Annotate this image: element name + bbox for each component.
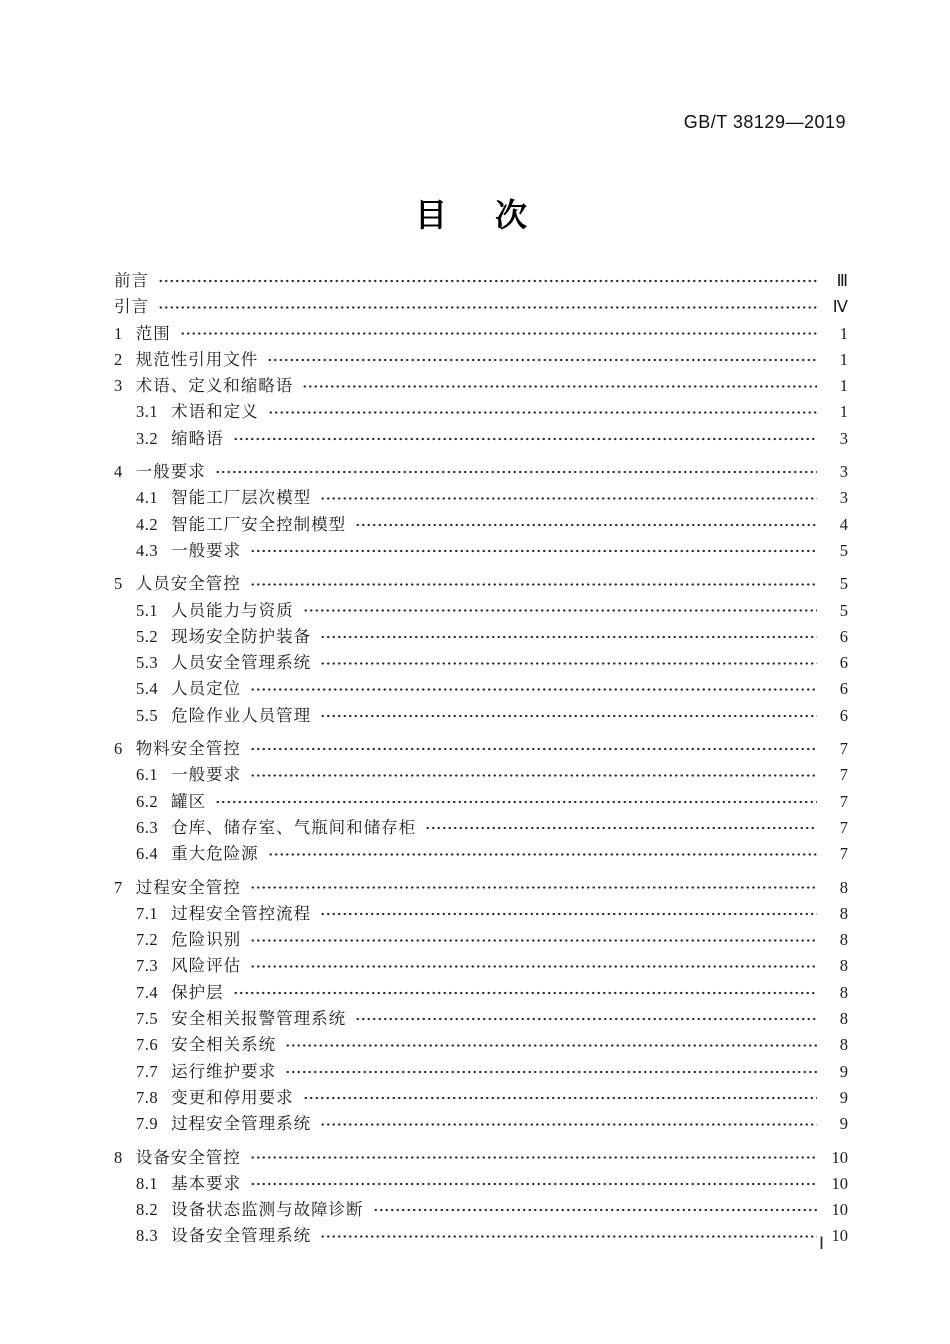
- toc-entry-page: 7: [839, 739, 848, 759]
- toc-entry-label: 智能工厂层次模型: [171, 488, 312, 508]
- toc-entry-page: 7: [839, 817, 848, 837]
- toc-entry-number: 5.5: [136, 705, 159, 725]
- dotted-leader: [215, 794, 817, 811]
- toc-entry-number: 6: [114, 739, 123, 759]
- toc-entry-number: 7.6: [136, 1035, 159, 1055]
- toc-entry: [114, 703, 848, 729]
- toc-entry: [114, 538, 848, 564]
- toc-entry: [114, 1032, 848, 1058]
- toc-entry-number: 1: [114, 323, 123, 343]
- toc-entry-label: 风险评估: [171, 956, 242, 976]
- toc-entry: [114, 459, 848, 485]
- dotted-leader: [268, 846, 817, 863]
- dotted-leader: [250, 543, 817, 560]
- toc-entry: [114, 1059, 848, 1085]
- toc-entry-page: 1: [839, 349, 848, 369]
- toc-entry: [114, 373, 848, 399]
- toc-entry-label: 缩略语: [171, 428, 224, 448]
- toc-entry-page: 10: [831, 1200, 848, 1220]
- toc-entry-number: 5.4: [136, 679, 159, 699]
- dotted-leader: [250, 1176, 817, 1193]
- toc-entry-label: 过程安全管控: [135, 877, 241, 897]
- toc-entry-label: 术语、定义和缩略语: [135, 376, 294, 396]
- toc-entry: [114, 571, 848, 597]
- toc-entry-label: 术语和定义: [171, 402, 259, 422]
- toc-entry-label: 规范性引用文件: [135, 349, 259, 369]
- toc-entry-number: 4.2: [136, 514, 159, 534]
- toc-entry: [114, 1145, 848, 1171]
- toc-entry: [114, 1085, 848, 1111]
- dotted-leader: [158, 299, 817, 316]
- toc-entry-number: 8: [114, 1147, 123, 1167]
- dotted-leader: [250, 767, 817, 784]
- toc-entry: [114, 875, 848, 901]
- toc-entry-number: 7.9: [136, 1114, 159, 1134]
- toc-entry-number: 7.1: [136, 903, 159, 923]
- dotted-leader: [303, 1090, 817, 1107]
- dotted-leader: [250, 741, 817, 758]
- dotted-leader: [250, 958, 817, 975]
- table-of-contents: [114, 268, 848, 1250]
- toc-entry-page: 8: [839, 1009, 848, 1029]
- toc-entry-label: 设备安全管控: [135, 1147, 241, 1167]
- toc-entry-page: 8: [839, 982, 848, 1002]
- toc-entry-page: 7: [839, 844, 848, 864]
- toc-entry-label: 一般要求: [171, 540, 242, 560]
- toc-entry-label: 一般要求: [135, 462, 206, 482]
- toc-entry-number: 6.1: [136, 765, 159, 785]
- toc-entry: [114, 1171, 848, 1197]
- dotted-leader: [320, 1228, 817, 1245]
- toc-entry-label: 人员安全管理系统: [171, 653, 312, 673]
- toc-entry-number: 5.1: [136, 600, 159, 620]
- dotted-leader: [302, 378, 817, 395]
- toc-entry-page: 8: [839, 956, 848, 976]
- toc-entry-label: 安全相关报警管理系统: [171, 1009, 347, 1029]
- toc-entry: [114, 789, 848, 815]
- toc-entry-page: 3: [839, 488, 848, 508]
- toc-entry-page: 10: [831, 1147, 848, 1167]
- toc-entry-page: 8: [839, 903, 848, 923]
- dotted-leader: [425, 820, 817, 837]
- toc-entry-page: 6: [839, 653, 848, 673]
- dotted-leader: [373, 1202, 817, 1219]
- toc-entry-label: 重大危险源: [171, 844, 259, 864]
- toc-entry-label: 变更和停用要求: [171, 1087, 294, 1107]
- dotted-leader: [320, 629, 817, 646]
- toc-entry-page: 1: [839, 376, 848, 396]
- toc-entry-page: 3: [839, 428, 848, 448]
- toc-entry-label: 运行维护要求: [171, 1061, 277, 1081]
- toc-entry: [114, 321, 848, 347]
- toc-entry-page: 8: [839, 930, 848, 950]
- dotted-leader: [355, 517, 817, 534]
- dotted-leader: [355, 1011, 817, 1028]
- toc-entry-page: 7: [839, 765, 848, 785]
- toc-entry-label: 前言: [114, 271, 149, 290]
- dotted-leader: [250, 576, 817, 593]
- toc-entry: [114, 294, 848, 320]
- toc-entry-number: 5.2: [136, 626, 159, 646]
- toc-entry-label: 智能工厂安全控制模型: [171, 514, 347, 534]
- toc-entry: [114, 1111, 848, 1137]
- toc-entry: [114, 980, 848, 1006]
- dotted-leader: [267, 352, 817, 369]
- toc-entry-number: 6.2: [136, 791, 159, 811]
- dotted-leader: [285, 1037, 817, 1054]
- toc-entry-page: 1: [839, 402, 848, 422]
- toc-entry: [114, 676, 848, 702]
- toc-entry-number: 7.2: [136, 930, 159, 950]
- toc-entry-label: 范围: [135, 323, 171, 343]
- toc-entry-page: 8: [839, 877, 848, 897]
- toc-entry-number: 7.8: [136, 1087, 159, 1107]
- toc-entry-page: 6: [839, 705, 848, 725]
- footer-page-number: Ⅰ: [818, 1234, 824, 1253]
- toc-entry: [114, 762, 848, 788]
- toc-entry-page: 5: [839, 600, 848, 620]
- toc-entry-number: 6.3: [136, 817, 159, 837]
- dotted-leader: [215, 464, 817, 481]
- dotted-leader: [320, 490, 817, 507]
- toc-entry-label: 人员定位: [171, 679, 242, 699]
- toc-entry: [114, 1197, 848, 1223]
- toc-entry-label: 现场安全防护装备: [171, 626, 312, 646]
- dotted-leader: [250, 879, 817, 896]
- dotted-leader: [158, 273, 817, 290]
- toc-entry-page: Ⅳ: [832, 297, 848, 317]
- toc-entry-page: 7: [839, 791, 848, 811]
- toc-entry: [114, 268, 848, 294]
- dotted-leader: [268, 404, 817, 421]
- toc-entry-page: 4: [839, 514, 848, 534]
- dotted-leader: [320, 906, 817, 923]
- dotted-leader: [320, 1116, 817, 1133]
- toc-entry-page: 1: [839, 323, 848, 343]
- toc-entry: [114, 815, 848, 841]
- toc-entry: [114, 953, 848, 979]
- toc-entry-label: 引言: [114, 297, 149, 317]
- toc-entry-page: 5: [839, 540, 848, 560]
- toc-entry-label: 设备安全管理系统: [171, 1226, 312, 1246]
- dotted-leader: [320, 708, 817, 725]
- toc-entry-page: Ⅲ: [836, 271, 848, 290]
- toc-entry-page: 6: [839, 679, 848, 699]
- toc-entry: [114, 512, 848, 538]
- toc-entry-number: 8.1: [136, 1173, 159, 1193]
- toc-entry: [114, 1223, 848, 1249]
- toc-entry-page: 10: [831, 1226, 848, 1246]
- toc-entry-label: 过程安全管控流程: [171, 903, 312, 923]
- toc-entry-number: 3.2: [136, 428, 159, 448]
- toc-entry-page: 9: [839, 1087, 848, 1107]
- dotted-leader: [303, 602, 817, 619]
- toc-entry-label: 仓库、储存室、气瓶间和储存柜: [171, 817, 417, 837]
- toc-entry-label: 设备状态监测与故障诊断: [171, 1200, 364, 1220]
- dotted-leader: [250, 681, 817, 698]
- toc-entry: [114, 426, 848, 452]
- toc-entry-number: 7.5: [136, 1009, 159, 1029]
- dotted-leader: [180, 325, 817, 342]
- toc-entry-page: 10: [831, 1173, 848, 1193]
- dotted-leader: [233, 985, 817, 1002]
- toc-entry-number: 6.4: [136, 844, 159, 864]
- standard-number: GB/T 38129—2019: [683, 112, 846, 132]
- toc-entry: [114, 624, 848, 650]
- dotted-leader: [233, 431, 817, 448]
- toc-entry-number: 8.3: [136, 1226, 159, 1246]
- toc-entry-label: 人员安全管控: [135, 574, 241, 594]
- toc-entry: [114, 598, 848, 624]
- toc-entry: [114, 650, 848, 676]
- toc-entry: [114, 927, 848, 953]
- page-title: 目 次: [414, 197, 535, 233]
- toc-entry-number: 4.1: [136, 488, 159, 508]
- toc-entry-number: 8.2: [136, 1200, 159, 1220]
- toc-entry-number: 7: [114, 877, 123, 897]
- toc-entry-number: 4: [114, 462, 123, 482]
- dotted-leader: [320, 655, 817, 672]
- toc-entry-label: 安全相关系统: [171, 1035, 277, 1055]
- toc-entry-number: 7.3: [136, 956, 159, 976]
- toc-entry-number: 3: [114, 376, 123, 396]
- toc-entry-label: 物料安全管控: [135, 739, 241, 759]
- toc-entry-page: 9: [839, 1061, 848, 1081]
- toc-entry: [114, 841, 848, 867]
- dotted-leader: [285, 1064, 817, 1081]
- toc-entry-label: 一般要求: [171, 765, 242, 785]
- toc-entry: [114, 399, 848, 425]
- toc-entry: [114, 736, 848, 762]
- toc-entry-page: 9: [839, 1114, 848, 1134]
- toc-entry-number: 5.3: [136, 653, 159, 673]
- toc-entry-number: 5: [114, 574, 123, 594]
- toc-entry-label: 罐区: [171, 791, 207, 811]
- toc-entry-number: 4.3: [136, 540, 159, 560]
- toc-entry-label: 保护层: [171, 982, 224, 1002]
- toc-entry-label: 人员能力与资质: [171, 600, 294, 620]
- toc-entry-number: 3.1: [136, 402, 159, 422]
- toc-entry: [114, 1006, 848, 1032]
- toc-entry-label: 过程安全管理系统: [171, 1114, 312, 1134]
- toc-entry-number: 7.4: [136, 982, 159, 1002]
- dotted-leader: [250, 1149, 817, 1166]
- toc-entry-label: 危险识别: [171, 930, 242, 950]
- toc-entry-label: 危险作业人员管理: [171, 705, 312, 725]
- toc-entry: [114, 485, 848, 511]
- toc-entry: [114, 901, 848, 927]
- toc-entry: [114, 347, 848, 373]
- toc-entry-number: 2: [114, 349, 123, 369]
- dotted-leader: [250, 932, 817, 949]
- toc-entry-label: 基本要求: [171, 1173, 242, 1193]
- toc-entry-page: 6: [839, 626, 848, 646]
- toc-entry-page: 5: [839, 574, 848, 594]
- toc-entry-page: 3: [839, 462, 848, 482]
- toc-entry-number: 7.7: [136, 1061, 159, 1081]
- toc-entry-page: 8: [839, 1035, 848, 1055]
